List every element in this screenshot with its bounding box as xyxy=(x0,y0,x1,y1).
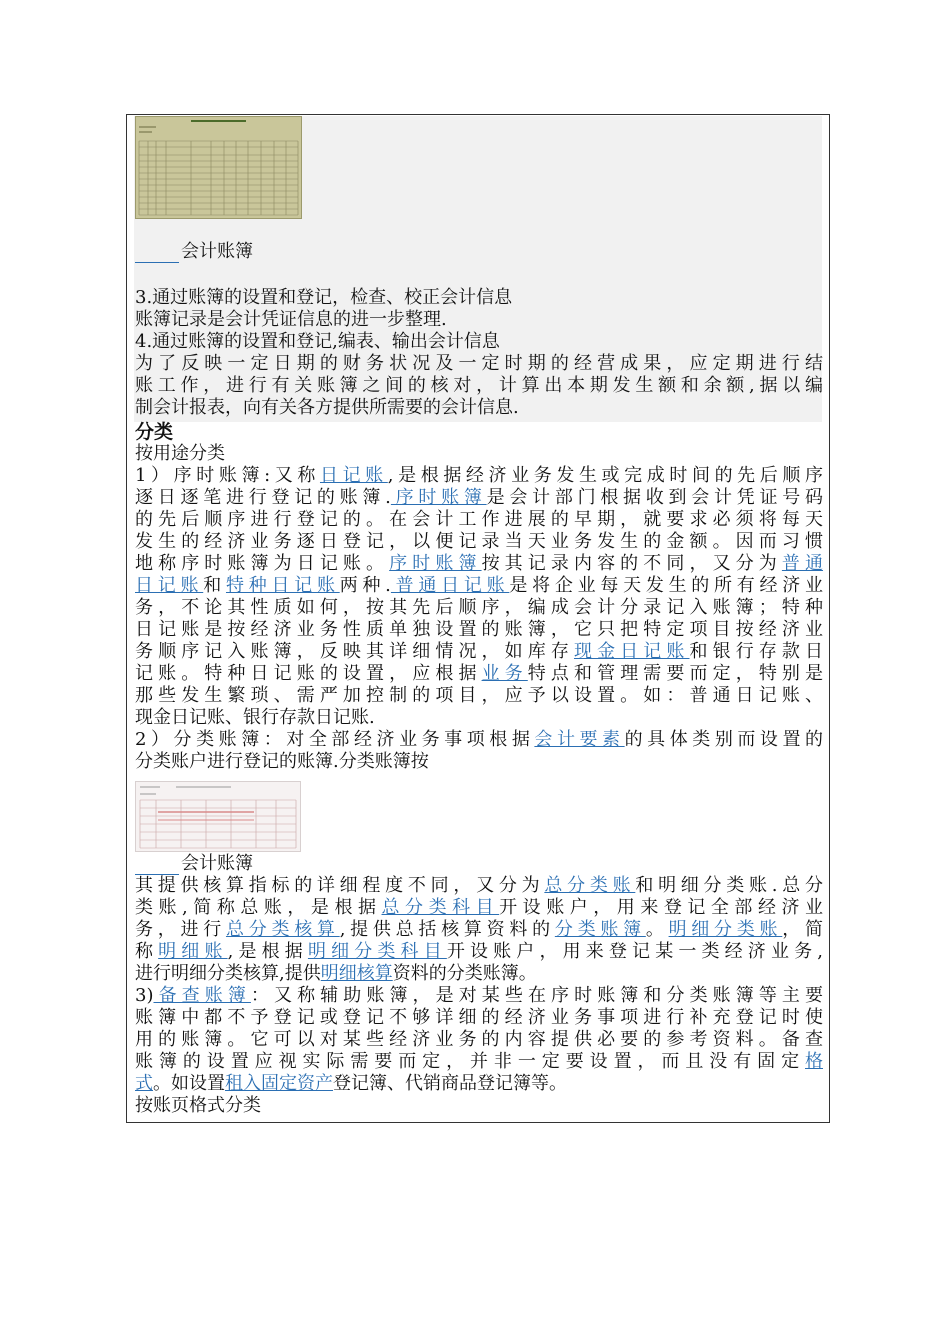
link-accounting-elements[interactable]: 会计要素 xyxy=(534,729,625,750)
text-line: 称明细账,是根据明细分类科目开设账户，用来登记某一类经济业务, xyxy=(135,941,823,962)
image-caption-2 xyxy=(135,853,253,875)
text-line: 务，进行总分类核算,提供总括核算资料的分类账簿。明细分类账，简 xyxy=(135,919,824,940)
link-detail-accounting[interactable]: 明细核算 xyxy=(320,963,393,984)
text-line: 日记账是按经济业务性质单独设置的账簿，它只把特定项目按经济业 xyxy=(135,619,823,640)
text-line: 账簿的设置应视实际需要而定，并非一定要设置，而且没有固定格 xyxy=(135,1051,823,1072)
section-account-info xyxy=(135,287,823,419)
link-subsidiary-ledger[interactable]: 明细分类账 xyxy=(668,919,783,940)
ledger-image-thumbnail-2 xyxy=(135,781,301,852)
text-line: 记账。特种日记账的设置，应根据业务特点和管理需要而定，特别是 xyxy=(135,663,824,684)
text-line: 那些发生繁琐、需严加控制的项目，应予以设置。如：普通日记账、 xyxy=(135,685,823,706)
ledger-image-thumbnail xyxy=(135,116,302,219)
para-4-line: 账工作，进行有关账簿之间的核对，计算出本期发生额和余额,据以编 xyxy=(135,375,823,396)
link-memo-book[interactable]: 备查账簿 xyxy=(153,985,251,1006)
text-line: 3)备查账簿：又称辅助账簿，是对某些在序时账簿和分类账簿等主要 xyxy=(135,985,824,1006)
link-journal[interactable]: 日记账 xyxy=(319,465,388,486)
link-general-accounting[interactable]: 总分类核算 xyxy=(225,919,340,940)
link-detail-account-subject[interactable]: 明细分类科目 xyxy=(307,941,447,962)
para-3-title: 3.通过账簿的设置和登记，检查、校正会计信息 xyxy=(135,287,513,308)
para-4-line: 制会计报表，向有关各方提供所需要的会计信息. xyxy=(135,397,519,418)
subheading: 按账页格式分类 xyxy=(135,1095,261,1116)
subheading: 按用途分类 xyxy=(135,443,225,464)
text-line: 1）序时账簿:又称日记账,是根据经济业务发生或完成时间的先后顺序 xyxy=(135,465,823,486)
text-line: 进行明细分类核算,提供明细核算资料的分类账簿。 xyxy=(135,963,537,984)
text-line: 分类账户进行登记的账簿.分类账簿按 xyxy=(135,751,429,772)
text-line: 日记账和特种日记账两种.普通日记账是将企业每天发生的所有经济业 xyxy=(135,575,824,596)
classification-by-use xyxy=(135,443,823,773)
text-line: 账簿中都不予登记或登记不够详细的经济业务事项进行补充登记时使 xyxy=(135,1007,823,1028)
text-line: 式。如设置租入固定资产登记簿、代销商品登记簿等。 xyxy=(135,1073,567,1094)
link-cash-journal[interactable]: 现金日记账 xyxy=(573,641,690,662)
para-4-title: 4.通过账簿的设置和登记,编表、输出会计信息 xyxy=(135,331,500,352)
para-3-body: 账簿记录是会计凭证信息的进一步整理. xyxy=(135,309,447,330)
text-line: 2）分类账簿：对全部经济业务事项根据会计要素的具体类别而设置的 xyxy=(135,729,824,750)
caption-text: 会计账簿 xyxy=(181,853,253,874)
text-line: 务顺序记入账簿，反映其详细情况，如库存现金日记账和银行存款日 xyxy=(135,641,824,662)
caption-underline xyxy=(135,262,179,263)
classification-by-detail xyxy=(135,875,823,1117)
text-line: 现金日记账、银行存款日记账. xyxy=(135,707,375,728)
link-format[interactable]: 格 xyxy=(805,1051,823,1072)
link-general-ledger[interactable]: 总分类账 xyxy=(544,875,636,896)
link-format[interactable]: 式 xyxy=(135,1073,153,1094)
link-detail-account[interactable]: 明细账 xyxy=(158,941,228,962)
link-general-journal[interactable]: 普通 xyxy=(781,553,824,574)
link-general-journal[interactable]: 日记账 xyxy=(135,575,204,596)
image-caption-1 xyxy=(135,241,253,263)
link-ledger-book[interactable]: 分类账簿 xyxy=(554,919,646,940)
text-line: 务，不论其性质如何，按其先后顺序，编成会计分录记入账簿；特种 xyxy=(135,597,823,618)
text-line: 类账,简称总账，是根据总分类科目开设账户，用来登记全部经济业 xyxy=(135,897,823,918)
link-chronological-book[interactable]: 序时账簿 xyxy=(390,487,487,508)
text-line: 逐日逐笔进行登记的账簿.序时账簿是会计部门根据收到会计凭证号码 xyxy=(135,487,823,508)
link-general-journal[interactable]: 普通日记账 xyxy=(390,575,510,596)
para-4-line: 为了反映一定日期的财务状况及一定时期的经营成果，应定期进行结 xyxy=(135,353,823,374)
link-chronological-book[interactable]: 序时账簿 xyxy=(389,553,482,574)
caption-text: 会计账簿 xyxy=(181,241,253,262)
section-heading: 分类 xyxy=(135,421,174,443)
link-leased-fixed-assets[interactable]: 租入固定资产 xyxy=(225,1073,333,1094)
text-line: 用的账簿。它可以对某些经济业务的内容提供必要的参考资料。备查 xyxy=(135,1029,823,1050)
text-line: 发生的经济业务逐日登记，以便记录当天业务发生的金额。因而习惯 xyxy=(135,531,823,552)
link-special-journal[interactable]: 特种日记账 xyxy=(225,575,340,596)
link-general-account-subject[interactable]: 总分类科目 xyxy=(381,897,500,918)
text-line: 地称序时账簿为日记账。序时账簿按其记录内容的不同，又分为普通 xyxy=(135,553,824,574)
link-business[interactable]: 业务 xyxy=(481,663,528,684)
text-line: 其提供核算指标的详细程度不同，又分为总分类账和明细分类账.总分 xyxy=(135,875,823,896)
text-line: 的先后顺序进行登记的。在会计工作进展的早期，就要求必须将每天 xyxy=(135,509,823,530)
